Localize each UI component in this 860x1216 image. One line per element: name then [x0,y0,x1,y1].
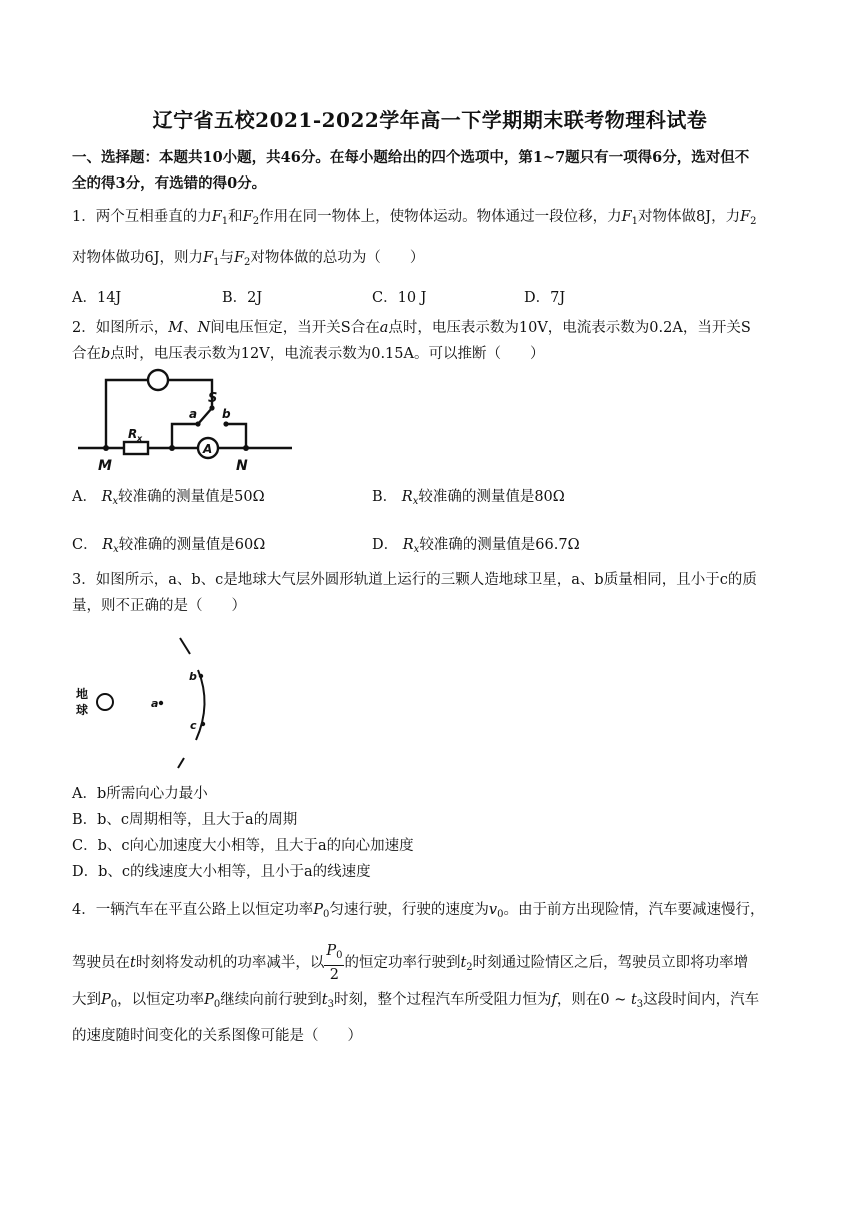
q3-line1: 3．如图所示，a、b、c是地球大气层外圆形轨道上运行的三颗人造地球卫星，a、b质量相同，且小于c的质 [72,572,757,588]
earth-label-1: 地 [76,687,89,701]
satellite-label-c: c [190,719,197,732]
satellite-label-b: b [189,670,197,683]
circuit-label-s: S [208,391,218,406]
q4-line4: 的速度随时间变化的关系图像可能是（ ） [72,1028,362,1044]
q3-option-a: A．b所需向心力最小 [72,786,208,802]
q3-line2: 量，则不正确的是（ ） [72,598,246,614]
circuit-diagram [72,368,292,473]
q3-option-b: B．b、c周期相等，且大于a的周期 [72,812,298,828]
q2-line2: 合在b点时，电压表示数为12V，电流表示数为0.15A。可以推断（ ） [72,346,545,362]
q1-option-a: A．14J [72,290,122,306]
satellite-label-a: a [151,697,159,710]
circuit-label-n: N [236,458,248,473]
circuit-label-a: a [189,407,198,421]
q2-option-a: A． $R_x$较准确的测量值是50Ω [72,489,265,507]
circuit-label-b: b [222,407,231,421]
q3-option-c: C．b、c向心加速度大小相等，且大于a的向心加速度 [72,838,414,854]
q2-line1: 2．如图所示，M、N间电压恒定，当开关S合在a点时，电压表示数为10V，电流表示数为0.2A，当开关S [72,320,751,336]
circuit-label-rx: R [128,427,138,441]
section-header-line1: 一、选择题：本题共10小题，共46分。在每小题给出的四个选项中，第1~7题只有一项得6分，选对但不 [72,149,750,166]
q1-option-d: D．7J [524,290,566,306]
q4-line1: 4．一辆汽车在平直公路上以恒定功率$P_0$匀速行驶，行驶的速度为$v_0$。由于前方出现险情，汽车要减速慢行， [72,902,765,920]
circuit-label-rx-sub: x [137,434,143,443]
circuit-label-m: M [98,458,112,473]
circuit-label-ammeter: A [203,442,213,456]
q1-line2: 对物体做功6J，则力$F_1$与$F_2$对物体做的总功为（ ） [72,250,425,268]
q4-line3: 大到$P_0$，以恒定功率$P_0$继续向前行驶到$t_3$时刻，整个过程汽车所受阻力恒为f，则在0 ~ $t_3$这段时间内，汽车 [72,992,760,1010]
q2-option-c: C． $R_x$较准确的测量值是60Ω [72,537,266,555]
q1-line1: 1．两个互相垂直的力$F_1$和$F_2$作用在同一物体上，使物体运动。物体通过一段位移，力$F_1$对物体做8J，力$F_2$ [72,209,757,227]
earth-label-2: 球 [76,703,89,717]
q1-option-b: B．2J [222,290,263,306]
q4-line2: 驾驶员在t时刻将发动机的功率减半，以 $\frac{P_0}{2}$ 的恒定功率行驶到$t_2$时刻通过险情区之后，驾驶员立即将功率增 [72,943,749,983]
q3-option-d: D．b、c的线速度大小相等，且小于a的线速度 [72,864,371,880]
q1-option-c: C．10 J [372,290,427,306]
fraction-p0-over-2: $\frac{P_0}{2}$ [326,943,343,983]
q2-option-b: B． $R_x$较准确的测量值是80Ω [372,489,565,507]
satellite-diagram [72,630,232,776]
q2-option-d: D． $R_x$较准确的测量值是66.7Ω [372,537,580,555]
section-header-line2: 全的得3分，有选错的得0分。 [72,175,267,192]
exam-title: 辽宁省五校2021-2022学年高一下学期期末联考物理科试卷 [152,108,708,132]
